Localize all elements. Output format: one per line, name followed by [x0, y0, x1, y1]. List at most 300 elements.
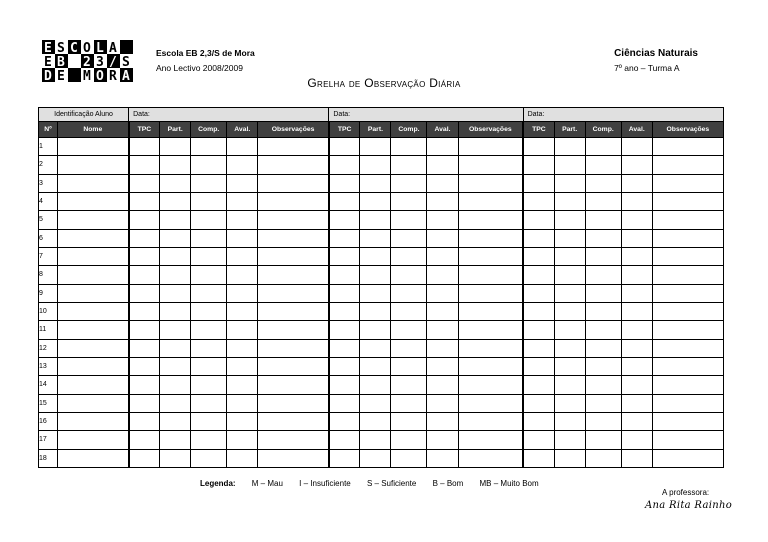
grade-cell[interactable] — [621, 394, 652, 412]
grade-cell[interactable] — [258, 138, 329, 156]
grade-cell[interactable] — [227, 192, 258, 210]
grade-cell[interactable] — [458, 192, 523, 210]
grade-cell[interactable] — [554, 412, 585, 430]
grade-cell[interactable] — [523, 449, 554, 467]
grade-cell[interactable] — [227, 357, 258, 375]
date-field-1[interactable]: Data: — [129, 108, 329, 122]
grade-cell[interactable] — [227, 431, 258, 449]
grade-cell[interactable] — [391, 266, 427, 284]
grade-cell[interactable] — [258, 449, 329, 467]
grade-cell[interactable] — [391, 229, 427, 247]
grade-cell[interactable] — [427, 211, 458, 229]
grade-cell[interactable] — [554, 449, 585, 467]
grade-cell[interactable] — [585, 431, 621, 449]
grade-cell[interactable] — [652, 211, 723, 229]
grade-cell[interactable] — [585, 412, 621, 430]
grade-cell[interactable] — [258, 192, 329, 210]
grade-cell[interactable] — [554, 229, 585, 247]
grade-cell[interactable] — [360, 357, 391, 375]
grade-cell[interactable] — [585, 156, 621, 174]
grade-cell[interactable] — [360, 302, 391, 320]
student-name-cell[interactable] — [58, 339, 129, 357]
school-info — [156, 46, 255, 76]
grade-cell[interactable] — [523, 192, 554, 210]
grade-cell[interactable] — [427, 357, 458, 375]
grade-cell[interactable] — [554, 376, 585, 394]
grade-cell[interactable] — [621, 284, 652, 302]
grade-cell[interactable] — [652, 266, 723, 284]
grade-cell[interactable] — [585, 449, 621, 467]
grade-cell[interactable] — [585, 394, 621, 412]
grade-cell[interactable] — [458, 449, 523, 467]
grade-cell[interactable] — [227, 412, 258, 430]
grade-cell[interactable] — [258, 321, 329, 339]
grade-cell[interactable] — [427, 449, 458, 467]
grade-cell[interactable] — [329, 376, 360, 394]
grade-cell[interactable] — [523, 376, 554, 394]
grade-cell[interactable] — [129, 376, 160, 394]
grade-cell[interactable] — [554, 357, 585, 375]
grade-cell[interactable] — [554, 192, 585, 210]
student-name-cell[interactable] — [58, 302, 129, 320]
grade-cell[interactable] — [227, 138, 258, 156]
grade-cell[interactable] — [329, 229, 360, 247]
grade-cell[interactable] — [191, 321, 227, 339]
grade-cell[interactable] — [160, 412, 191, 430]
grade-cell[interactable] — [227, 284, 258, 302]
grade-cell[interactable] — [391, 412, 427, 430]
row-number: 13 — [39, 357, 58, 375]
grade-cell[interactable] — [652, 192, 723, 210]
grade-cell[interactable] — [227, 376, 258, 394]
grade-cell[interactable] — [329, 339, 360, 357]
grade-cell[interactable] — [129, 174, 160, 192]
grade-cell[interactable] — [621, 412, 652, 430]
grade-cell[interactable] — [160, 449, 191, 467]
grade-cell[interactable] — [191, 192, 227, 210]
student-name-cell[interactable] — [58, 321, 129, 339]
grade-cell[interactable] — [391, 211, 427, 229]
grade-cell[interactable] — [652, 302, 723, 320]
grade-cell[interactable] — [360, 192, 391, 210]
grade-cell[interactable] — [160, 357, 191, 375]
grade-cell[interactable] — [191, 394, 227, 412]
grade-cell[interactable] — [160, 156, 191, 174]
grade-cell[interactable] — [458, 284, 523, 302]
grade-cell[interactable] — [360, 211, 391, 229]
student-name-cell[interactable] — [58, 376, 129, 394]
grade-cell[interactable] — [191, 284, 227, 302]
svg-text:M: M — [83, 69, 91, 82]
grade-cell[interactable] — [329, 431, 360, 449]
grade-cell[interactable] — [391, 357, 427, 375]
grade-cell[interactable] — [160, 321, 191, 339]
grade-cell[interactable] — [621, 431, 652, 449]
grade-cell[interactable] — [458, 138, 523, 156]
subject-name: Ciências Naturais — [614, 48, 698, 59]
grade-cell[interactable] — [523, 211, 554, 229]
grade-cell[interactable] — [652, 431, 723, 449]
grade-cell[interactable] — [554, 247, 585, 265]
grade-cell[interactable] — [458, 266, 523, 284]
grade-cell[interactable] — [585, 302, 621, 320]
grade-cell[interactable] — [360, 284, 391, 302]
student-name-cell[interactable] — [58, 247, 129, 265]
grade-cell[interactable] — [523, 394, 554, 412]
grade-cell[interactable] — [427, 138, 458, 156]
grade-cell[interactable] — [360, 376, 391, 394]
grade-cell[interactable] — [621, 138, 652, 156]
grade-cell[interactable] — [160, 174, 191, 192]
grade-cell[interactable] — [129, 156, 160, 174]
grade-cell[interactable] — [523, 138, 554, 156]
grade-cell[interactable] — [360, 266, 391, 284]
grade-cell[interactable] — [160, 431, 191, 449]
grade-cell[interactable] — [160, 376, 191, 394]
grade-cell[interactable] — [360, 412, 391, 430]
grade-cell[interactable] — [360, 138, 391, 156]
grade-cell[interactable] — [129, 266, 160, 284]
grade-cell[interactable] — [652, 339, 723, 357]
grade-cell[interactable] — [554, 211, 585, 229]
date-field-3[interactable]: Data: — [523, 108, 723, 122]
grade-cell[interactable] — [621, 229, 652, 247]
grade-cell[interactable] — [129, 431, 160, 449]
grade-cell[interactable] — [160, 302, 191, 320]
grade-cell[interactable] — [523, 302, 554, 320]
grade-cell[interactable] — [427, 229, 458, 247]
grade-cell[interactable] — [523, 339, 554, 357]
student-name-cell[interactable] — [58, 412, 129, 430]
grade-cell[interactable] — [191, 138, 227, 156]
grade-cell[interactable] — [258, 357, 329, 375]
grade-cell[interactable] — [160, 247, 191, 265]
grade-cell[interactable] — [391, 394, 427, 412]
grade-cell[interactable] — [458, 321, 523, 339]
grade-cell[interactable] — [523, 412, 554, 430]
grade-cell[interactable] — [427, 192, 458, 210]
grade-cell[interactable] — [458, 174, 523, 192]
grade-cell[interactable] — [523, 156, 554, 174]
grade-cell[interactable] — [391, 302, 427, 320]
grade-cell[interactable] — [360, 174, 391, 192]
grade-cell[interactable] — [227, 321, 258, 339]
grade-cell[interactable] — [427, 394, 458, 412]
grade-cell[interactable] — [191, 229, 227, 247]
student-name-cell[interactable] — [58, 138, 129, 156]
grade-cell[interactable] — [360, 394, 391, 412]
grade-cell[interactable] — [160, 192, 191, 210]
grade-cell[interactable] — [652, 229, 723, 247]
student-name-cell[interactable] — [58, 156, 129, 174]
grade-cell[interactable] — [585, 211, 621, 229]
grade-cell[interactable] — [329, 138, 360, 156]
grade-cell[interactable] — [191, 339, 227, 357]
grade-cell[interactable] — [227, 174, 258, 192]
grade-cell[interactable] — [391, 156, 427, 174]
grade-cell[interactable] — [360, 229, 391, 247]
grade-cell[interactable] — [585, 266, 621, 284]
grade-cell[interactable] — [129, 192, 160, 210]
grade-cell[interactable] — [621, 211, 652, 229]
grade-cell[interactable] — [652, 156, 723, 174]
grade-cell[interactable] — [129, 302, 160, 320]
grade-cell[interactable] — [191, 357, 227, 375]
grade-cell[interactable] — [160, 394, 191, 412]
grade-cell[interactable] — [160, 138, 191, 156]
grade-cell[interactable] — [427, 156, 458, 174]
grade-cell[interactable] — [427, 247, 458, 265]
grade-cell[interactable] — [160, 229, 191, 247]
grade-cell[interactable] — [585, 321, 621, 339]
date-field-2[interactable]: Data: — [329, 108, 523, 122]
grade-cell[interactable] — [258, 229, 329, 247]
grade-cell[interactable] — [191, 376, 227, 394]
grade-cell[interactable] — [585, 357, 621, 375]
grade-cell[interactable] — [523, 431, 554, 449]
grade-cell[interactable] — [427, 302, 458, 320]
grade-cell[interactable] — [329, 174, 360, 192]
grade-cell[interactable] — [554, 394, 585, 412]
student-name-cell[interactable] — [58, 284, 129, 302]
grade-cell[interactable] — [585, 284, 621, 302]
grade-cell[interactable] — [621, 339, 652, 357]
grade-cell[interactable] — [258, 431, 329, 449]
grade-cell[interactable] — [329, 412, 360, 430]
grade-cell[interactable] — [391, 339, 427, 357]
grade-cell[interactable] — [227, 449, 258, 467]
grade-cell[interactable] — [329, 321, 360, 339]
grade-cell[interactable] — [652, 321, 723, 339]
grade-cell[interactable] — [258, 211, 329, 229]
grade-cell[interactable] — [191, 266, 227, 284]
grade-cell[interactable] — [329, 266, 360, 284]
grade-cell[interactable] — [191, 174, 227, 192]
grade-cell[interactable] — [258, 284, 329, 302]
grade-cell[interactable] — [391, 247, 427, 265]
grade-cell[interactable] — [227, 156, 258, 174]
grade-cell[interactable] — [329, 211, 360, 229]
grade-cell[interactable] — [652, 376, 723, 394]
grade-cell[interactable] — [554, 302, 585, 320]
grade-cell[interactable] — [652, 247, 723, 265]
grade-cell[interactable] — [427, 339, 458, 357]
grade-cell[interactable] — [621, 376, 652, 394]
grade-cell[interactable] — [554, 431, 585, 449]
grade-cell[interactable] — [458, 302, 523, 320]
grade-cell[interactable] — [621, 174, 652, 192]
grade-cell[interactable] — [360, 156, 391, 174]
grade-cell[interactable] — [258, 376, 329, 394]
student-name-cell[interactable] — [58, 431, 129, 449]
grade-cell[interactable] — [227, 302, 258, 320]
grade-cell[interactable] — [621, 357, 652, 375]
grade-cell[interactable] — [129, 412, 160, 430]
student-name-cell[interactable] — [58, 357, 129, 375]
grade-cell[interactable] — [523, 229, 554, 247]
grade-cell[interactable] — [258, 339, 329, 357]
grade-cell[interactable] — [258, 156, 329, 174]
grade-cell[interactable] — [652, 174, 723, 192]
grade-cell[interactable] — [585, 247, 621, 265]
grade-cell[interactable] — [191, 431, 227, 449]
grade-cell[interactable] — [554, 266, 585, 284]
grade-cell[interactable] — [258, 247, 329, 265]
grade-cell[interactable] — [191, 156, 227, 174]
grade-cell[interactable] — [129, 449, 160, 467]
grade-cell[interactable] — [585, 138, 621, 156]
grade-cell[interactable] — [523, 357, 554, 375]
student-name-cell[interactable] — [58, 266, 129, 284]
student-name-cell[interactable] — [58, 229, 129, 247]
grade-cell[interactable] — [191, 211, 227, 229]
grade-cell[interactable] — [427, 431, 458, 449]
grade-cell[interactable] — [360, 321, 391, 339]
grade-cell[interactable] — [391, 376, 427, 394]
grade-cell[interactable] — [585, 376, 621, 394]
svg-text:E: E — [44, 41, 52, 56]
grade-cell[interactable] — [585, 229, 621, 247]
grade-cell[interactable] — [621, 449, 652, 467]
grade-cell[interactable] — [523, 284, 554, 302]
grade-cell[interactable] — [329, 192, 360, 210]
grade-cell[interactable] — [427, 412, 458, 430]
grade-cell[interactable] — [458, 229, 523, 247]
grade-cell[interactable] — [427, 174, 458, 192]
grade-cell[interactable] — [227, 229, 258, 247]
grade-cell[interactable] — [391, 192, 427, 210]
grade-cell[interactable] — [523, 321, 554, 339]
grade-cell[interactable] — [458, 339, 523, 357]
grade-cell[interactable] — [554, 284, 585, 302]
grade-cell[interactable] — [360, 449, 391, 467]
grade-cell[interactable] — [554, 339, 585, 357]
grade-cell[interactable] — [621, 247, 652, 265]
grade-cell[interactable] — [585, 192, 621, 210]
grade-cell[interactable] — [458, 211, 523, 229]
grade-cell[interactable] — [554, 321, 585, 339]
grade-cell[interactable] — [391, 174, 427, 192]
student-name-cell[interactable] — [58, 192, 129, 210]
grade-cell[interactable] — [391, 431, 427, 449]
grade-cell[interactable] — [129, 321, 160, 339]
grade-cell[interactable] — [427, 376, 458, 394]
grade-cell[interactable] — [329, 284, 360, 302]
grade-cell[interactable] — [129, 339, 160, 357]
grade-cell[interactable] — [523, 266, 554, 284]
grade-cell[interactable] — [129, 284, 160, 302]
grade-cell[interactable] — [458, 412, 523, 430]
grade-cell[interactable] — [523, 174, 554, 192]
student-name-cell[interactable] — [58, 394, 129, 412]
grade-cell[interactable] — [621, 302, 652, 320]
grade-cell[interactable] — [523, 247, 554, 265]
grade-cell[interactable] — [191, 449, 227, 467]
grade-cell[interactable] — [329, 302, 360, 320]
grade-cell[interactable] — [258, 266, 329, 284]
grade-cell[interactable] — [652, 284, 723, 302]
grade-cell[interactable] — [258, 394, 329, 412]
grade-cell[interactable] — [554, 138, 585, 156]
grade-cell[interactable] — [160, 339, 191, 357]
grade-cell[interactable] — [458, 376, 523, 394]
grade-cell[interactable] — [129, 138, 160, 156]
grade-cell[interactable] — [160, 211, 191, 229]
grade-cell[interactable] — [191, 302, 227, 320]
grade-cell[interactable] — [554, 174, 585, 192]
grade-cell[interactable] — [227, 394, 258, 412]
col-header-observações: Observações — [652, 122, 723, 138]
grade-cell[interactable] — [621, 156, 652, 174]
grade-cell[interactable] — [258, 302, 329, 320]
grade-cell[interactable] — [227, 211, 258, 229]
grade-cell[interactable] — [585, 339, 621, 357]
grade-cell[interactable] — [191, 412, 227, 430]
svg-text:E: E — [44, 55, 52, 70]
grade-cell[interactable] — [129, 229, 160, 247]
grade-cell[interactable] — [458, 394, 523, 412]
grade-cell[interactable] — [621, 266, 652, 284]
grade-cell[interactable] — [391, 138, 427, 156]
grade-cell[interactable] — [652, 138, 723, 156]
grade-cell[interactable] — [427, 321, 458, 339]
grade-cell[interactable] — [458, 357, 523, 375]
grade-cell[interactable] — [652, 394, 723, 412]
grade-cell[interactable] — [458, 156, 523, 174]
grade-cell[interactable] — [227, 247, 258, 265]
grade-cell[interactable] — [427, 266, 458, 284]
grade-cell[interactable] — [129, 394, 160, 412]
grade-cell[interactable] — [360, 247, 391, 265]
grade-cell[interactable] — [329, 156, 360, 174]
grade-cell[interactable] — [458, 247, 523, 265]
grade-cell[interactable] — [258, 412, 329, 430]
grade-cell[interactable] — [129, 211, 160, 229]
grade-cell[interactable] — [427, 284, 458, 302]
grade-cell[interactable] — [129, 357, 160, 375]
grade-cell[interactable] — [227, 266, 258, 284]
grade-cell[interactable] — [329, 247, 360, 265]
grade-cell[interactable] — [160, 284, 191, 302]
grade-cell[interactable] — [329, 357, 360, 375]
grade-cell[interactable] — [391, 321, 427, 339]
grade-cell[interactable] — [652, 412, 723, 430]
grade-cell[interactable] — [621, 192, 652, 210]
grade-cell[interactable] — [554, 156, 585, 174]
grade-cell[interactable] — [258, 174, 329, 192]
grade-cell[interactable] — [360, 431, 391, 449]
grade-cell[interactable] — [360, 339, 391, 357]
grade-cell[interactable] — [329, 394, 360, 412]
grade-cell[interactable] — [391, 449, 427, 467]
grade-cell[interactable] — [129, 247, 160, 265]
grade-cell[interactable] — [585, 174, 621, 192]
student-name-cell[interactable] — [58, 449, 129, 467]
grade-cell[interactable] — [227, 339, 258, 357]
grade-cell[interactable] — [652, 357, 723, 375]
ident-label: Identificação Aluno — [39, 108, 129, 122]
grade-cell[interactable] — [160, 266, 191, 284]
grade-cell[interactable] — [458, 431, 523, 449]
student-name-cell[interactable] — [58, 211, 129, 229]
grade-cell[interactable] — [621, 321, 652, 339]
grade-cell[interactable] — [329, 449, 360, 467]
row-number: 1 — [39, 138, 58, 156]
grade-cell[interactable] — [191, 247, 227, 265]
grade-cell[interactable] — [391, 284, 427, 302]
grade-cell[interactable] — [652, 449, 723, 467]
student-name-cell[interactable] — [58, 174, 129, 192]
